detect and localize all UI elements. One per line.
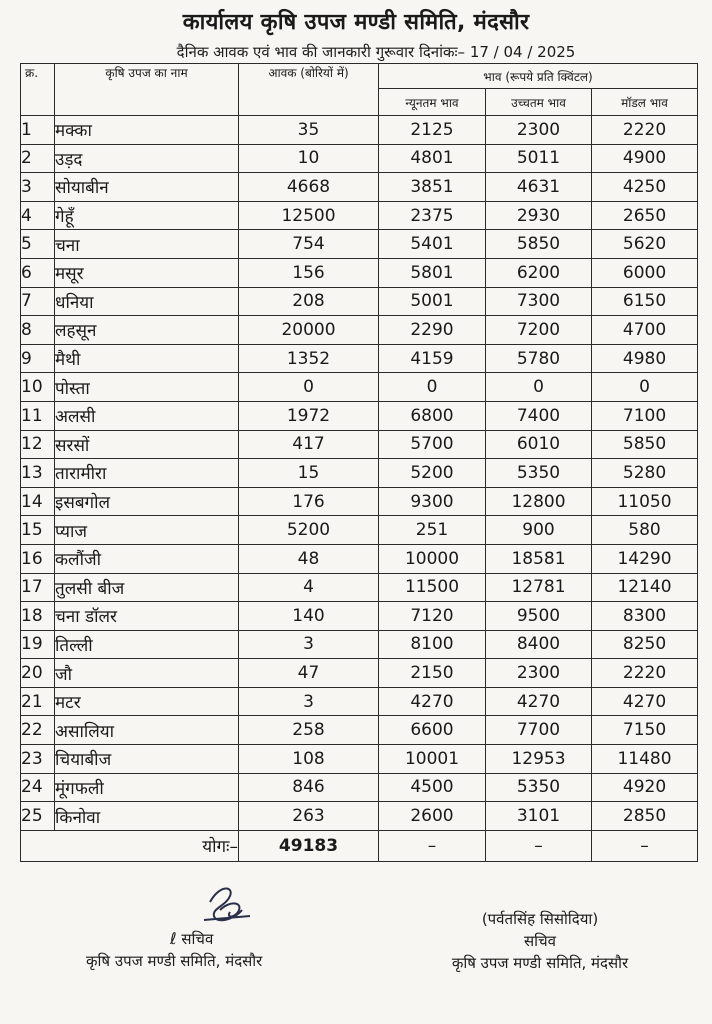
row-modal: 5280 <box>592 459 698 488</box>
row-max: 9500 <box>486 602 592 631</box>
row-max: 7200 <box>486 316 592 345</box>
row-min: 6800 <box>379 401 486 430</box>
row-arrival: 0 <box>239 373 379 402</box>
row-arrival: 846 <box>239 773 379 802</box>
row-name: सोयाबीन <box>55 173 239 202</box>
row-min: 3851 <box>379 173 486 202</box>
row-min: 5700 <box>379 430 486 459</box>
row-min: 6600 <box>379 716 486 745</box>
row-min: 5801 <box>379 258 486 287</box>
row-sn: 22 <box>21 716 55 745</box>
header-rate-group: भाव (रूपये प्रति क्विंटल) <box>379 64 698 89</box>
row-sn: 9 <box>21 344 55 373</box>
table-row <box>21 173 698 202</box>
row-max: 5780 <box>486 344 592 373</box>
row-name: धनिया <box>55 287 239 316</box>
header-sn: क्र. <box>21 64 55 116</box>
row-modal: 8250 <box>592 630 698 659</box>
row-sn: 7 <box>21 287 55 316</box>
row-sn: 24 <box>21 773 55 802</box>
row-arrival: 754 <box>239 230 379 259</box>
row-arrival: 108 <box>239 745 379 774</box>
row-name: तिल्ली <box>55 630 239 659</box>
row-sn: 8 <box>21 316 55 345</box>
table-row <box>21 258 698 287</box>
header-name: कृषि उपज का नाम <box>55 64 239 116</box>
row-max: 5350 <box>486 773 592 802</box>
row-name: कलौंजी <box>55 544 239 573</box>
row-max: 900 <box>486 516 592 545</box>
row-modal: 14290 <box>592 544 698 573</box>
row-modal: 6000 <box>592 258 698 287</box>
row-arrival: 47 <box>239 659 379 688</box>
left-signature-office: कृषि उपज मण्डी समिति, मंदसौर <box>86 952 263 970</box>
row-sn: 21 <box>21 687 55 716</box>
row-name: अलसी <box>55 401 239 430</box>
row-min: 10001 <box>379 745 486 774</box>
row-max: 12953 <box>486 745 592 774</box>
header-arrival: आवक (बोरियों में) <box>239 64 379 116</box>
row-arrival: 48 <box>239 544 379 573</box>
row-name: इसबगोल <box>55 487 239 516</box>
row-modal: 4920 <box>592 773 698 802</box>
right-signature-name: (पर्वतसिंह सिसोदिया) <box>481 910 599 928</box>
rates-table <box>20 63 698 862</box>
row-sn: 6 <box>21 258 55 287</box>
row-arrival: 20000 <box>239 316 379 345</box>
row-max: 5850 <box>486 230 592 259</box>
row-max: 7300 <box>486 287 592 316</box>
row-sn: 12 <box>21 430 55 459</box>
table-row <box>21 602 698 631</box>
row-modal: 2220 <box>592 659 698 688</box>
total-label: योगः– <box>21 830 239 861</box>
row-name: मूंगफली <box>55 773 239 802</box>
header-min: न्यूनतम भाव <box>379 89 486 116</box>
row-max: 4270 <box>486 687 592 716</box>
row-sn: 3 <box>21 173 55 202</box>
row-min: 4801 <box>379 144 486 173</box>
page-subtitle: दैनिक आवक एवं भाव की जानकारी गुरूवार दिनांकः– 17 / 04 / 2025 <box>176 43 576 61</box>
row-max: 7700 <box>486 716 592 745</box>
row-modal: 4270 <box>592 687 698 716</box>
table-row <box>21 144 698 173</box>
row-modal: 4250 <box>592 173 698 202</box>
row-sn: 14 <box>21 487 55 516</box>
left-signature-title: सचिव <box>181 930 214 948</box>
row-arrival: 12500 <box>239 201 379 230</box>
row-min: 2375 <box>379 201 486 230</box>
row-max: 6010 <box>486 430 592 459</box>
row-name: मक्का <box>55 116 239 145</box>
row-sn: 10 <box>21 373 55 402</box>
header-max: उच्चतम भाव <box>486 89 592 116</box>
row-name: पोस्ता <box>55 373 239 402</box>
row-modal: 2650 <box>592 201 698 230</box>
row-name: सरसों <box>55 430 239 459</box>
table-row <box>21 116 698 145</box>
row-max: 5350 <box>486 459 592 488</box>
row-min: 2150 <box>379 659 486 688</box>
row-sn: 16 <box>21 544 55 573</box>
table-row <box>21 401 698 430</box>
table-row <box>21 745 698 774</box>
row-min: 5200 <box>379 459 486 488</box>
row-max: 2300 <box>486 116 592 145</box>
row-modal: 12140 <box>592 573 698 602</box>
row-min: 2600 <box>379 802 486 831</box>
total-modal: – <box>592 830 698 861</box>
total-max: – <box>486 830 592 861</box>
row-sn: 11 <box>21 401 55 430</box>
row-name: चना <box>55 230 239 259</box>
row-name: गेहूँ <box>55 201 239 230</box>
total-min: – <box>379 830 486 861</box>
table-row <box>21 459 698 488</box>
row-arrival: 176 <box>239 487 379 516</box>
row-arrival: 3 <box>239 687 379 716</box>
row-modal: 8300 <box>592 602 698 631</box>
row-arrival: 35 <box>239 116 379 145</box>
right-signature-title: सचिव <box>524 932 556 950</box>
row-sn: 20 <box>21 659 55 688</box>
table-row <box>21 687 698 716</box>
row-max: 5011 <box>486 144 592 173</box>
table-row <box>21 287 698 316</box>
row-name: लहसून <box>55 316 239 345</box>
row-arrival: 10 <box>239 144 379 173</box>
row-modal: 11050 <box>592 487 698 516</box>
row-name: चियाबीज <box>55 745 239 774</box>
row-name: तुलसी बीज <box>55 573 239 602</box>
row-modal: 2850 <box>592 802 698 831</box>
row-name: उड़द <box>55 144 239 173</box>
table-row <box>21 373 698 402</box>
row-sn: 23 <box>21 745 55 774</box>
row-arrival: 258 <box>239 716 379 745</box>
table-row <box>21 487 698 516</box>
row-modal: 5850 <box>592 430 698 459</box>
row-arrival: 1352 <box>239 344 379 373</box>
total-row <box>21 830 698 861</box>
row-sn: 17 <box>21 573 55 602</box>
row-name: प्याज <box>55 516 239 545</box>
row-modal: 4980 <box>592 344 698 373</box>
row-max: 0 <box>486 373 592 402</box>
page-title: कार्यालय कृषि उपज मण्डी समिति, मंदसौर <box>182 10 530 35</box>
row-sn: 2 <box>21 144 55 173</box>
row-modal: 2220 <box>592 116 698 145</box>
row-max: 2300 <box>486 659 592 688</box>
row-modal: 7100 <box>592 401 698 430</box>
row-name: तारामीरा <box>55 459 239 488</box>
row-min: 5401 <box>379 230 486 259</box>
row-min: 4270 <box>379 687 486 716</box>
row-name: मैथी <box>55 344 239 373</box>
row-modal: 11480 <box>592 745 698 774</box>
row-max: 12781 <box>486 573 592 602</box>
row-name: चना डॉलर <box>55 602 239 631</box>
handwritten-signature <box>190 880 260 928</box>
row-max: 2930 <box>486 201 592 230</box>
table-row <box>21 230 698 259</box>
row-min: 0 <box>379 373 486 402</box>
row-arrival: 4 <box>239 573 379 602</box>
right-signature-block <box>410 908 670 974</box>
row-arrival: 140 <box>239 602 379 631</box>
row-modal: 4900 <box>592 144 698 173</box>
row-sn: 13 <box>21 459 55 488</box>
row-arrival: 4668 <box>239 173 379 202</box>
signature-mark-icon: ℓ <box>170 929 177 948</box>
row-max: 18581 <box>486 544 592 573</box>
row-modal: 5620 <box>592 230 698 259</box>
table-row <box>21 430 698 459</box>
row-modal: 4700 <box>592 316 698 345</box>
table-body <box>21 116 698 831</box>
total-arrival: 49183 <box>239 830 379 861</box>
table-row <box>21 516 698 545</box>
left-signature-block <box>86 880 366 972</box>
row-max: 12800 <box>486 487 592 516</box>
row-arrival: 156 <box>239 258 379 287</box>
row-min: 11500 <box>379 573 486 602</box>
row-name: मटर <box>55 687 239 716</box>
row-modal: 6150 <box>592 287 698 316</box>
row-max: 4631 <box>486 173 592 202</box>
row-min: 5001 <box>379 287 486 316</box>
row-max: 7400 <box>486 401 592 430</box>
row-arrival: 417 <box>239 430 379 459</box>
row-max: 3101 <box>486 802 592 831</box>
row-arrival: 208 <box>239 287 379 316</box>
row-arrival: 3 <box>239 630 379 659</box>
row-max: 8400 <box>486 630 592 659</box>
table-row <box>21 316 698 345</box>
row-min: 9300 <box>379 487 486 516</box>
row-name: मसूर <box>55 258 239 287</box>
table-row <box>21 344 698 373</box>
row-min: 2290 <box>379 316 486 345</box>
row-min: 251 <box>379 516 486 545</box>
row-sn: 18 <box>21 602 55 631</box>
table-row <box>21 544 698 573</box>
row-sn: 1 <box>21 116 55 145</box>
row-name: असालिया <box>55 716 239 745</box>
row-sn: 25 <box>21 802 55 831</box>
row-arrival: 1972 <box>239 401 379 430</box>
row-modal: 580 <box>592 516 698 545</box>
row-arrival: 15 <box>239 459 379 488</box>
table-row <box>21 659 698 688</box>
right-signature-office: कृषि उपज मण्डी समिति, मंदसौर <box>451 954 629 972</box>
row-min: 7120 <box>379 602 486 631</box>
row-min: 4500 <box>379 773 486 802</box>
table-row <box>21 716 698 745</box>
row-sn: 19 <box>21 630 55 659</box>
row-min: 10000 <box>379 544 486 573</box>
row-arrival: 5200 <box>239 516 379 545</box>
row-min: 4159 <box>379 344 486 373</box>
table-row <box>21 573 698 602</box>
row-name: जौ <box>55 659 239 688</box>
row-min: 2125 <box>379 116 486 145</box>
row-modal: 7150 <box>592 716 698 745</box>
row-max: 6200 <box>486 258 592 287</box>
table-row <box>21 773 698 802</box>
row-sn: 4 <box>21 201 55 230</box>
row-arrival: 263 <box>239 802 379 831</box>
table-row <box>21 802 698 831</box>
header-modal: मॉडल भाव <box>592 89 698 116</box>
table-row <box>21 201 698 230</box>
row-min: 8100 <box>379 630 486 659</box>
table-row <box>21 630 698 659</box>
row-name: किनोवा <box>55 802 239 831</box>
row-sn: 15 <box>21 516 55 545</box>
row-modal: 0 <box>592 373 698 402</box>
row-sn: 5 <box>21 230 55 259</box>
